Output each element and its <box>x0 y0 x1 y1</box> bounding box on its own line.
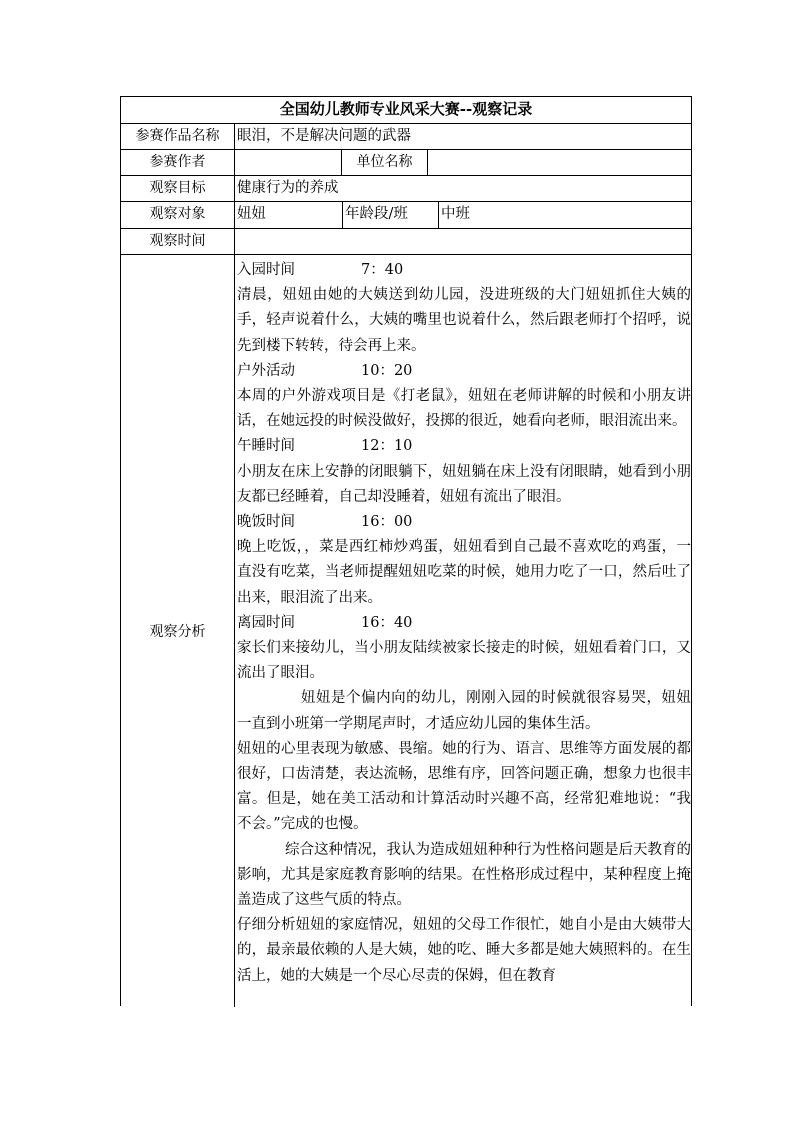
age-class-value: 中班 <box>438 202 691 228</box>
arrival-time-label: 入园时间 <box>237 262 295 278</box>
time-label: 观察时间 <box>149 233 206 249</box>
goal-row <box>121 176 691 202</box>
analysis-body <box>234 255 691 1007</box>
work-name-value: 眼泪，不是解决问题的武器 <box>234 124 691 149</box>
time-value <box>234 229 691 254</box>
dinner-time-label: 晚饭时间 <box>237 514 295 531</box>
analysis-paragraph-1: 妞妞是个偏内向的幼儿，刚刚入园的时候就很容易哭，妞妞一直到小班第一学期尾声时，才适应幼儿园的集体生活。 <box>237 690 691 732</box>
title-row <box>121 97 691 124</box>
outdoor-time-line <box>237 359 691 384</box>
subject-value: 妞妞 <box>234 202 342 228</box>
time-row <box>121 229 691 255</box>
author-row <box>121 150 691 176</box>
outdoor-paragraph: 本周的户外游戏项目是《打老鼠》，妞妞在老师讲解的时候和小朋友讲话，在她远投的时候没做好，投掷的很近，她看向老师，眼泪流出来。 <box>237 388 691 430</box>
arrival-paragraph: 清晨，妞妞由她的大姨送到幼儿园，没进班级的大门妞妞抓住大姨的手，轻声说着什么，大姨的嘴里也说着什么，然后跟老师打个招呼，说先到楼下转转，待会再上来。 <box>237 287 691 354</box>
arrival-time-line <box>237 258 691 283</box>
subject-row <box>121 202 691 229</box>
goal-label: 观察目标 <box>149 180 206 196</box>
dinner-paragraph: 晚上吃饭，，菜是西红柿炒鸡蛋，妞妞看到自己最不喜欢吃的鸡蛋，一直没有吃菜，当老师提醒妞妞吃菜的时候，她用力吃了一口，然后吐了出来，眼泪流了出来。 <box>237 539 691 606</box>
analysis-paragraph-4: 仔细分析妞妞的家庭情况，妞妞的父母工作很忙，她自小是由大姨带大的，最亲最依赖的人是大姨，她的吃、睡大多都是她大姨照料的。在生活上，她的大姨是一个尽心尽责的保姆，但在教育 <box>237 917 691 984</box>
age-class-label: 年龄段/班 <box>342 202 438 228</box>
outdoor-time-value: 10：20 <box>361 362 413 379</box>
analysis-row <box>121 255 691 1007</box>
observation-record-table <box>120 96 692 1006</box>
nap-time-value: 12：10 <box>361 438 413 455</box>
unit-label: 单位名称 <box>341 150 427 175</box>
departure-paragraph: 家长们来接幼儿，当小朋友陆续被家长接走的时候，妞妞看着门口，又流出了眼泪。 <box>237 640 691 682</box>
departure-time-value: 16：40 <box>361 614 413 631</box>
nap-paragraph: 小朋友在床上安静的闭眼躺下，妞妞躺在床上没有闭眼睛，她看到小朋友都已经睡着，自己却没睡着，妞妞有流出了眼泪。 <box>237 463 691 505</box>
nap-time-line <box>237 434 691 459</box>
analysis-paragraph-2: 妞妞的心里表现为敏感、畏缩。她的行为、语言、思维等方面发展的都很好，口齿清楚，表达流畅，思维有序，回答问题正确，想象力也很丰富。但是，她在美工活动和计算活动时兴趣不高，经常犯难地说：“我不会。”完成的也慢。 <box>237 740 691 833</box>
dinner-time-value: 16：00 <box>361 514 413 531</box>
departure-time-line <box>237 611 691 636</box>
arrival-time-value: 7：40 <box>361 262 404 278</box>
work-name-label: 参赛作品名称 <box>135 128 220 144</box>
analysis-label: 观察分析 <box>149 624 206 640</box>
author-label: 参赛作者 <box>149 154 206 170</box>
author-value <box>234 150 341 175</box>
subject-label: 观察对象 <box>149 206 206 222</box>
page-title: 全国幼儿教师专业风采大赛--观察记录 <box>279 100 533 118</box>
outdoor-time-label: 户外活动 <box>237 362 295 379</box>
dinner-time-line <box>237 510 691 535</box>
goal-value: 健康行为的养成 <box>234 176 691 201</box>
nap-time-label: 午睡时间 <box>237 438 295 455</box>
work-name-row <box>121 124 691 150</box>
unit-value <box>427 150 691 175</box>
departure-time-label: 离园时间 <box>237 614 295 631</box>
analysis-paragraph-3: 综合这种情况，我认为造成妞妞种种行为性格问题是后天教育的影响，尤其是家庭教育影响的结果。在性格形成过程中，某种程度上掩盖造成了这些气质的特点。 <box>237 841 691 909</box>
